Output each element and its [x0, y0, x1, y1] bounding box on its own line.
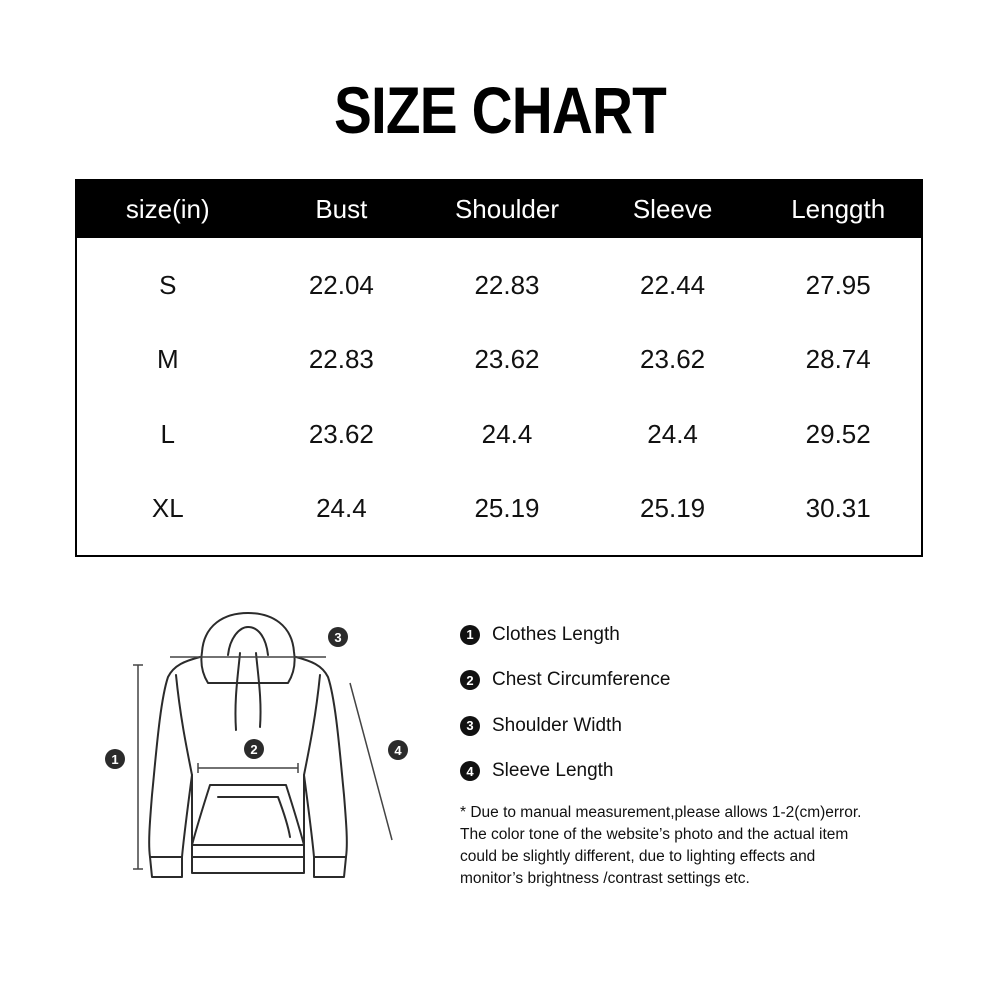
sleeve-measure-line: [350, 683, 392, 840]
number-1-icon: 1: [460, 625, 480, 645]
header-cell: Sleeve: [632, 194, 713, 224]
marker-2-label: 2: [250, 742, 258, 757]
hoodie-drawstring-right: [256, 653, 261, 727]
table-cell: 22.83: [308, 344, 374, 375]
note-line: * Due to manual measurement,please allows 1-2(cm)error.: [460, 804, 862, 821]
hoodie-hood: [201, 613, 294, 683]
table-cell: S: [159, 269, 177, 300]
size-table: [75, 179, 923, 557]
hoodie-pocket: [192, 785, 304, 845]
number-3-icon: 3: [460, 716, 480, 736]
legend-item: [460, 749, 670, 795]
measurement-note: [460, 802, 940, 890]
table-cell: 22.83: [474, 269, 540, 300]
table-cell: L: [160, 418, 176, 449]
hoodie-diagram: [100, 605, 420, 895]
table-cell: 23.62: [308, 418, 374, 449]
hoodie-drawstring-left: [235, 653, 240, 730]
table-cell: 29.52: [805, 418, 871, 449]
table-cell: 25.19: [640, 493, 706, 524]
page-title: SIZE CHART: [334, 73, 666, 147]
table-cell: 24.4: [647, 418, 698, 449]
legend-label: Chest Circumference: [492, 669, 671, 691]
table-cell: 30.31: [805, 493, 871, 524]
table-cell: 25.19: [474, 493, 540, 524]
hoodie-armhole-left: [176, 675, 192, 775]
header-cell: Shoulder: [454, 194, 560, 224]
legend-label: Shoulder Width: [492, 714, 622, 736]
number-2-icon: 2: [460, 670, 480, 690]
table-body: [77, 238, 921, 546]
marker-3-label: 3: [334, 630, 342, 645]
hoodie-cuff-left: [150, 857, 182, 877]
number-4-icon: 4: [460, 761, 480, 781]
table-cell: 23.62: [640, 344, 706, 375]
table-cell: 24.4: [316, 493, 367, 524]
table-cell: 27.95: [805, 269, 871, 300]
header-cell: size(in): [125, 194, 210, 224]
marker-4-label: 4: [394, 743, 402, 758]
measurement-legend: [460, 612, 670, 794]
legend-item: [460, 612, 670, 658]
header-cell: Lenggth: [791, 194, 886, 224]
table-cell: 23.62: [474, 344, 540, 375]
table-row: [77, 323, 921, 398]
note-line: monitor’s brightness /contrast settings etc.: [460, 870, 750, 887]
legend-label: Clothes Length: [492, 623, 620, 645]
table-cell: 24.4: [481, 418, 533, 449]
hoodie-pocket-inner: [218, 797, 290, 837]
marker-1-label: 1: [111, 752, 119, 767]
table-cell: 22.04: [308, 269, 374, 300]
note-line: The color tone of the website’s photo and the actual item: [460, 826, 849, 843]
table-row: [77, 472, 921, 547]
table-header: [77, 181, 921, 238]
hoodie-hood-inner: [228, 627, 268, 655]
table-cell: M: [156, 344, 179, 375]
legend-label: Sleeve Length: [492, 760, 614, 782]
header-cell: Bust: [315, 194, 368, 224]
table-cell: XL: [151, 493, 184, 524]
table-row: [77, 248, 921, 323]
table-row: [77, 397, 921, 472]
table-cell: 22.44: [640, 269, 706, 300]
note-line: could be slightly different, due to lighting effects and: [460, 848, 816, 865]
legend-item: [460, 658, 670, 704]
table-cell: 28.74: [805, 344, 871, 375]
hoodie-body: [149, 657, 347, 873]
legend-item: [460, 703, 670, 749]
hoodie-armhole-right: [304, 675, 320, 775]
hoodie-cuff-right: [314, 857, 346, 877]
